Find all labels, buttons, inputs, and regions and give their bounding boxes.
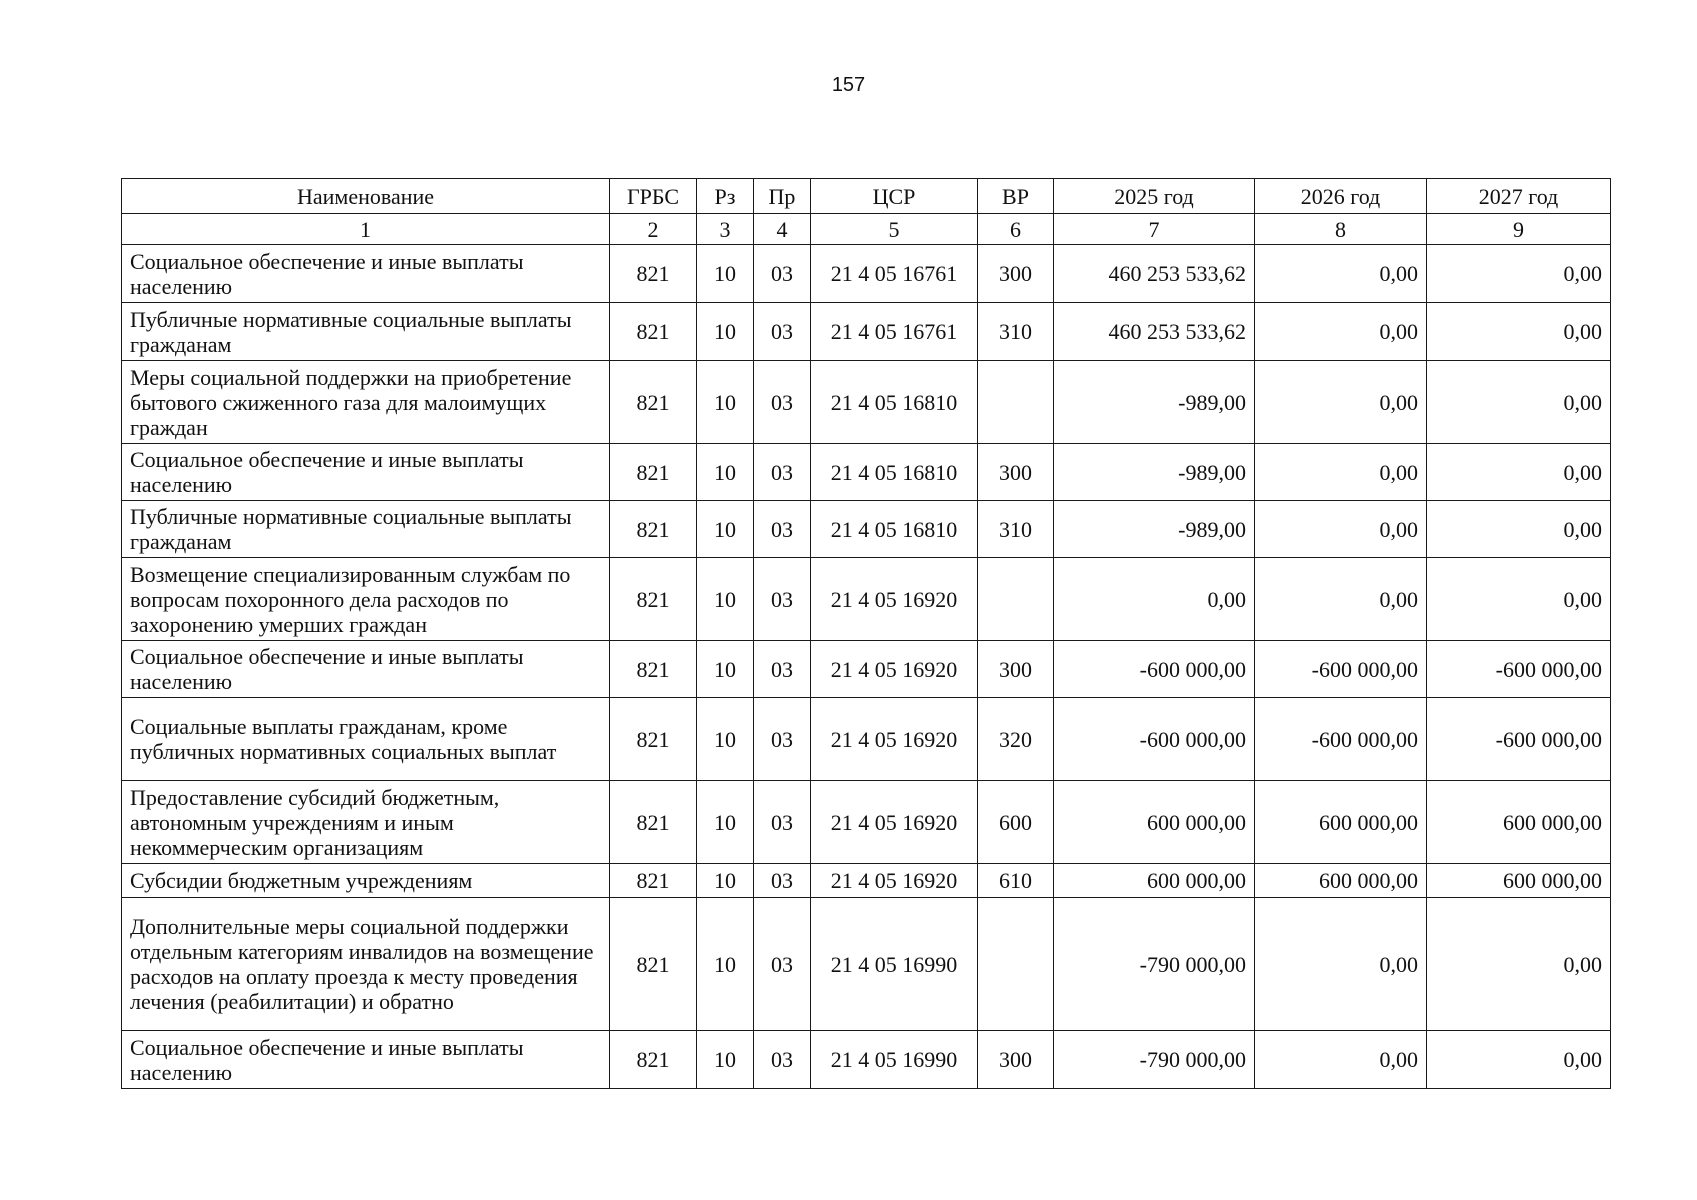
- row-rz: 10: [697, 781, 754, 864]
- row-2027: 0,00: [1427, 501, 1611, 558]
- row-2027: -600 000,00: [1427, 641, 1611, 698]
- row-grbs: 821: [610, 864, 697, 898]
- row-rz: 10: [697, 698, 754, 781]
- row-2025: 0,00: [1054, 558, 1255, 641]
- row-rz: 10: [697, 898, 754, 1031]
- table-row: [122, 641, 1611, 698]
- column-number: 4: [754, 214, 811, 245]
- row-vr: 310: [978, 303, 1054, 361]
- row-grbs: 821: [610, 558, 697, 641]
- row-grbs: 821: [610, 444, 697, 501]
- row-2027: 0,00: [1427, 898, 1611, 1031]
- row-vr: 300: [978, 641, 1054, 698]
- row-name: Субсидии бюджетным учреждениям: [122, 864, 610, 898]
- table-row: [122, 303, 1611, 361]
- row-2027: 0,00: [1427, 303, 1611, 361]
- row-2025: -790 000,00: [1054, 898, 1255, 1031]
- row-rz: 10: [697, 864, 754, 898]
- column-number-row: [122, 214, 1611, 245]
- column-number: 5: [811, 214, 978, 245]
- row-2025: 600 000,00: [1054, 781, 1255, 864]
- row-2026: 0,00: [1255, 558, 1427, 641]
- row-2025: -600 000,00: [1054, 698, 1255, 781]
- row-rz: 10: [697, 444, 754, 501]
- row-csr: 21 4 05 16920: [811, 864, 978, 898]
- column-number: 1: [122, 214, 610, 245]
- row-2026: -600 000,00: [1255, 641, 1427, 698]
- row-2025: -790 000,00: [1054, 1031, 1255, 1089]
- row-vr: [978, 558, 1054, 641]
- row-rz: 10: [697, 1031, 754, 1089]
- row-name: Публичные нормативные социальные выплаты гражданам: [122, 501, 610, 558]
- row-rz: 10: [697, 501, 754, 558]
- row-name: Публичные нормативные социальные выплаты гражданам: [122, 303, 610, 361]
- row-grbs: 821: [610, 781, 697, 864]
- row-2027: 0,00: [1427, 361, 1611, 444]
- row-pr: 03: [754, 641, 811, 698]
- row-name: Социальное обеспечение и иные выплаты населению: [122, 444, 610, 501]
- table-row: [122, 245, 1611, 303]
- row-csr: 21 4 05 16810: [811, 501, 978, 558]
- row-pr: 03: [754, 361, 811, 444]
- row-name: Дополнительные меры социальной поддержки отдельным категориям инвалидов на возмещение расходов на оплату проезда к месту проведения лечения (реабилитации) и обратно: [122, 898, 610, 1031]
- row-grbs: 821: [610, 501, 697, 558]
- row-2027: -600 000,00: [1427, 698, 1611, 781]
- header-row: [122, 179, 1611, 214]
- row-2027: 0,00: [1427, 444, 1611, 501]
- table-row: [122, 558, 1611, 641]
- row-2027: 600 000,00: [1427, 864, 1611, 898]
- header-pr: Пр: [754, 179, 811, 214]
- row-vr: 600: [978, 781, 1054, 864]
- row-csr: 21 4 05 16761: [811, 303, 978, 361]
- row-rz: 10: [697, 303, 754, 361]
- row-2025: 460 253 533,62: [1054, 245, 1255, 303]
- row-2026: 0,00: [1255, 501, 1427, 558]
- row-vr: 300: [978, 444, 1054, 501]
- row-2027: 0,00: [1427, 558, 1611, 641]
- table-row: [122, 781, 1611, 864]
- table-row: [122, 361, 1611, 444]
- row-2025: -989,00: [1054, 501, 1255, 558]
- row-pr: 03: [754, 781, 811, 864]
- header-name: Наименование: [122, 179, 610, 214]
- row-rz: 10: [697, 361, 754, 444]
- row-grbs: 821: [610, 698, 697, 781]
- row-vr: 310: [978, 501, 1054, 558]
- row-2027: 0,00: [1427, 245, 1611, 303]
- table-row: [122, 898, 1611, 1031]
- row-name: Предоставление субсидий бюджетным, автономным учреждениям и иным некоммерческим организациям: [122, 781, 610, 864]
- row-name: Меры социальной поддержки на приобретение бытового сжиженного газа для малоимущих граждан: [122, 361, 610, 444]
- row-name: Социальное обеспечение и иные выплаты населению: [122, 1031, 610, 1089]
- row-pr: 03: [754, 303, 811, 361]
- column-number: 7: [1054, 214, 1255, 245]
- table-row: [122, 501, 1611, 558]
- row-rz: 10: [697, 641, 754, 698]
- row-2025: 460 253 533,62: [1054, 303, 1255, 361]
- row-2026: 0,00: [1255, 1031, 1427, 1089]
- header-2027: 2027 год: [1427, 179, 1611, 214]
- row-pr: 03: [754, 1031, 811, 1089]
- row-pr: 03: [754, 898, 811, 1031]
- row-vr: 300: [978, 1031, 1054, 1089]
- table-row: [122, 1031, 1611, 1089]
- row-2025: -989,00: [1054, 444, 1255, 501]
- row-2026: 0,00: [1255, 898, 1427, 1031]
- row-csr: 21 4 05 16990: [811, 898, 978, 1031]
- row-csr: 21 4 05 16810: [811, 444, 978, 501]
- header-grbs: ГРБС: [610, 179, 697, 214]
- row-csr: 21 4 05 16761: [811, 245, 978, 303]
- header-vr: ВР: [978, 179, 1054, 214]
- row-csr: 21 4 05 16810: [811, 361, 978, 444]
- page-number: 157: [831, 74, 866, 96]
- row-pr: 03: [754, 864, 811, 898]
- row-2026: 600 000,00: [1255, 781, 1427, 864]
- row-vr: 300: [978, 245, 1054, 303]
- column-number: 8: [1255, 214, 1427, 245]
- row-2025: -600 000,00: [1054, 641, 1255, 698]
- row-name: Социальные выплаты гражданам, кроме публичных нормативных социальных выплат: [122, 698, 610, 781]
- column-number: 9: [1427, 214, 1611, 245]
- header-2025: 2025 год: [1054, 179, 1255, 214]
- row-2027: 600 000,00: [1427, 781, 1611, 864]
- row-2025: -989,00: [1054, 361, 1255, 444]
- row-grbs: 821: [610, 641, 697, 698]
- row-pr: 03: [754, 245, 811, 303]
- row-vr: [978, 898, 1054, 1031]
- row-csr: 21 4 05 16920: [811, 558, 978, 641]
- row-csr: 21 4 05 16990: [811, 1031, 978, 1089]
- row-rz: 10: [697, 558, 754, 641]
- row-2027: 0,00: [1427, 1031, 1611, 1089]
- row-rz: 10: [697, 245, 754, 303]
- row-2026: 0,00: [1255, 444, 1427, 501]
- column-number: 2: [610, 214, 697, 245]
- row-grbs: 821: [610, 245, 697, 303]
- row-2026: 600 000,00: [1255, 864, 1427, 898]
- row-grbs: 821: [610, 898, 697, 1031]
- row-2026: 0,00: [1255, 303, 1427, 361]
- column-number: 6: [978, 214, 1054, 245]
- row-vr: [978, 361, 1054, 444]
- row-2026: 0,00: [1255, 245, 1427, 303]
- row-csr: 21 4 05 16920: [811, 641, 978, 698]
- row-2026: 0,00: [1255, 361, 1427, 444]
- budget-table: [121, 178, 1611, 1089]
- row-name: Социальное обеспечение и иные выплаты населению: [122, 245, 610, 303]
- row-pr: 03: [754, 444, 811, 501]
- row-pr: 03: [754, 558, 811, 641]
- row-vr: 610: [978, 864, 1054, 898]
- header-2026: 2026 год: [1255, 179, 1427, 214]
- row-vr: 320: [978, 698, 1054, 781]
- row-grbs: 821: [610, 361, 697, 444]
- row-csr: 21 4 05 16920: [811, 781, 978, 864]
- row-csr: 21 4 05 16920: [811, 698, 978, 781]
- row-2025: 600 000,00: [1054, 864, 1255, 898]
- header-csr: ЦСР: [811, 179, 978, 214]
- table-row: [122, 864, 1611, 898]
- table-row: [122, 444, 1611, 501]
- row-pr: 03: [754, 698, 811, 781]
- row-2026: -600 000,00: [1255, 698, 1427, 781]
- row-grbs: 821: [610, 303, 697, 361]
- row-grbs: 821: [610, 1031, 697, 1089]
- table-row: [122, 698, 1611, 781]
- row-name: Возмещение специализированным службам по вопросам похоронного дела расходов по захоронению умерших граждан: [122, 558, 610, 641]
- column-number: 3: [697, 214, 754, 245]
- header-rz: Рз: [697, 179, 754, 214]
- row-name: Социальное обеспечение и иные выплаты населению: [122, 641, 610, 698]
- row-pr: 03: [754, 501, 811, 558]
